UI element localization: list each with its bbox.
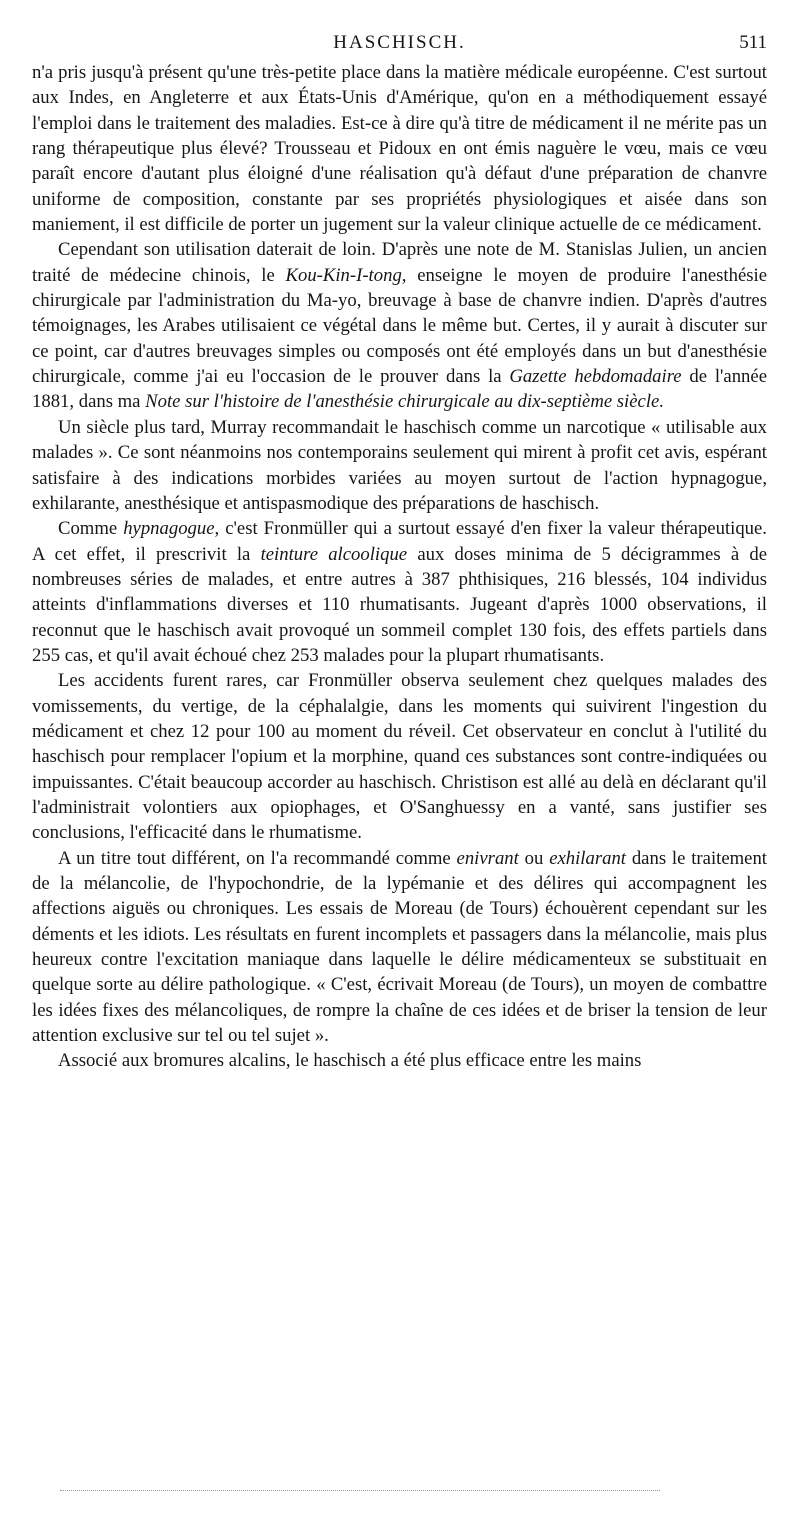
text-run: , c'est Fronmüller qui a surtout essayé d'en fixer la valeur thérapeutique. A cet effet, il prescrivit la — [32, 518, 767, 565]
text-run: de l'année 1881, dans ma — [32, 366, 767, 413]
italic-text: Kou-Kin-I-tong — [285, 264, 402, 286]
text-run: Un siècle plus tard, Murray recommandait le haschisch comme un narcotique « utilisable aux malades ». Ce sont néanmoins nos contemporains seulement qui mirent à profit cet avis, espérant satisfaire à des indications morbides variées au moyen surtout de l'action hypnagogue, exhilarante, anesthésique et antispasmodique des préparations de haschisch. — [32, 416, 767, 514]
text-run: ou — [518, 847, 550, 869]
text-run: n'a pris jusqu'à présent qu'une très-petite place dans la matière médicale européenne. C'est surtout aux Indes, en Angleterre et aux États-Unis d'Amérique, qu'on en a méthodiquement essayé l'emploi dans le traitement des maladies. Est-ce à dire qu'à titre de médicament il ne mérite pas un rang thérapeutique plus élevé? Trousseau et Pidoux en ont émis naguère le vœu, mais ce vœu paraît encore d'autant plus éloigné d'une réalisation qu'à défaut d'une préparation de chanvre uniforme de composition, constante par ses propriétés physiologiques et aisée dans son maniement, il est difficile de porter un jugement sur la valeur clinique actuelle de ce médicament. — [32, 62, 767, 236]
text-run: Associé aux bromures alcalins, le haschisch a été plus efficace entre les mains — [58, 1050, 642, 1072]
paragraph — [32, 237, 767, 414]
paragraph — [32, 60, 767, 237]
italic-text: Gazette hebdomadaire — [509, 366, 682, 388]
text-run: , enseigne le moyen de produire l'anesthésie chirurgicale par l'administration du Ma-yo, breuvage à base de chanvre indien. D'après d'autres témoignages, les Arabes utilisaient ce végétal dans le même but. Certes, il y aurait à discuter sur ce point, car d'autres breuvages simples ou composés ont été employés dans un but d'anesthésie chirurgicale, comme j'ai eu l'occasion de le prouver dans la — [32, 264, 767, 388]
paragraph — [32, 668, 767, 845]
text-run: A un titre tout différent, on l'a recommandé comme — [58, 847, 457, 869]
text-run: Comme — [58, 518, 124, 540]
body-text — [32, 60, 767, 1074]
page-number: 511 — [739, 32, 767, 53]
text-run: dans le traitement de la mélancolie, de l'hypochondrie, de la lypémanie et des délires qui accompagnent les affections aiguës ou chroniques. Les essais de Moreau (de Tours) échouèrent cependant sur les déments et les idiots. Les résultats en furent incomplets et passagers dans la mélancolie, mais plus heureux contre l'excitation maniaque dans laquelle le délire médicamenteux se substituait en quelque sorte au délire pathologique. « C'est, écrivait Moreau (de Tours), un moyen de combattre les idées fixes des mélancoliques, de rompre la chaîne de ces idées et de briser la tension de leur attention exclusive sur tel ou tel sujet ». — [32, 847, 767, 1047]
italic-text: exhilarant — [549, 847, 626, 869]
paragraph — [32, 516, 767, 668]
text-run: Cependant son utilisation daterait de loin. D'après une note de M. Stanislas Julien, un ancien traité de médecine chinois, le — [32, 239, 767, 286]
footer-rule — [60, 1490, 660, 1491]
italic-text: hypnagogue — [123, 518, 215, 540]
italic-text: enivrant — [456, 847, 519, 869]
paragraph — [32, 415, 767, 516]
text-run: Les accidents furent rares, car Fronmüller observa seulement chez quelques malades des vomissements, du vertige, de la céphalalgie, dans les moments qui suivirent l'ingestion du médicament et chez 12 pour 100 au moment du réveil. Cet observateur en conclut à l'utilité du haschisch pour remplacer l'opium et la morphine, quand ces substances sont contre-indiquées ou impuissantes. C'était beaucoup accorder au haschisch. Christison est allé au delà en déclarant qu'il l'administrait volontiers aux opiophages, et O'Sanghuessy en a vanté, sans justifier ses conclusions, l'efficacité dans le rhumatisme. — [32, 670, 767, 844]
running-title: HASCHISCH. — [333, 32, 466, 53]
italic-text: Note sur l'histoire de l'anesthésie chirurgicale au dix-septième siècle. — [145, 391, 664, 413]
paragraph — [32, 846, 767, 1049]
text-run: aux doses minima de 5 décigrammes à de nombreuses séries de malades, et entre autres à 387 phthisiques, 216 blessés, 104 individus atteints d'inflammations diverses et 110 rhumatisants. Jugeant d'après 1000 observations, il reconnut que le haschisch avait provoqué un sommeil complet 130 fois, des effets partiels dans 255 cas, et qu'il avait échoué chez 253 malades pour la plupart rhumatisants. — [32, 543, 767, 666]
paragraph — [32, 1048, 767, 1073]
italic-text: teinture alcoolique — [260, 543, 408, 565]
running-head — [32, 28, 767, 58]
